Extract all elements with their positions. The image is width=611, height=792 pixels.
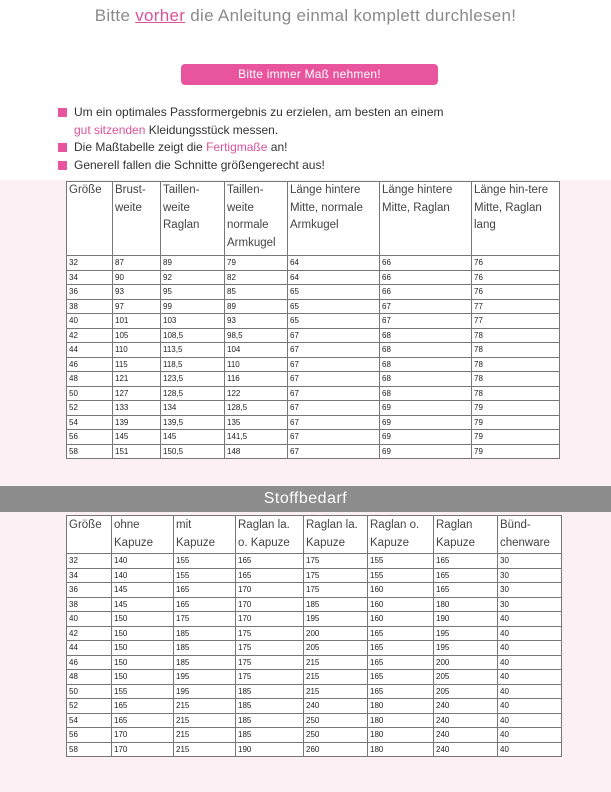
table-cell: 175 [236, 670, 304, 685]
table-cell: 77 [472, 314, 560, 329]
table-cell: 97 [113, 299, 161, 314]
table-cell: 151 [113, 444, 161, 459]
table-cell: 79 [472, 444, 560, 459]
table-cell: 67 [380, 299, 472, 314]
table-cell: 140 [112, 568, 174, 583]
table-cell: 101 [113, 314, 161, 329]
table-cell: 205 [304, 641, 368, 656]
table-cell: 52 [67, 401, 113, 416]
table-cell: 40 [67, 314, 113, 329]
table-cell: 205 [434, 670, 498, 685]
table-cell: 128,5 [225, 401, 288, 416]
table-cell: 240 [434, 728, 498, 743]
table-row [67, 357, 560, 372]
table-cell: 65 [288, 299, 380, 314]
table-cell: 46 [67, 357, 113, 372]
table-cell: 185 [174, 641, 236, 656]
table-cell: 105 [113, 328, 161, 343]
table-cell: 78 [472, 372, 560, 387]
table-cell: 48 [67, 372, 113, 387]
table-cell: 40 [498, 655, 562, 670]
table-cell: 155 [368, 568, 434, 583]
table-cell: 50 [67, 386, 113, 401]
table-cell: 195 [174, 684, 236, 699]
column-header: Länge hin-tere Mitte, Raglan lang [472, 182, 560, 256]
table-cell: 40 [498, 699, 562, 714]
table-cell: 140 [112, 554, 174, 569]
table-cell: 185 [174, 655, 236, 670]
table-cell: 175 [174, 612, 236, 627]
table-row [67, 256, 560, 271]
table-cell: 79 [472, 415, 560, 430]
table-cell: 76 [472, 270, 560, 285]
table-cell: 195 [434, 626, 498, 641]
table-cell: 67 [288, 430, 380, 445]
table-cell: 215 [174, 728, 236, 743]
table-cell: 67 [288, 372, 380, 387]
table-cell: 99 [161, 299, 225, 314]
table-cell: 180 [368, 699, 434, 714]
table-cell: 175 [304, 583, 368, 598]
table-cell: 165 [112, 699, 174, 714]
table-cell: 42 [67, 626, 112, 641]
table-row [67, 372, 560, 387]
table-cell: 190 [434, 612, 498, 627]
table-cell: 66 [380, 285, 472, 300]
table-cell: 165 [174, 583, 236, 598]
table-cell: 58 [67, 742, 112, 757]
table-cell: 79 [472, 401, 560, 416]
table-cell: 116 [225, 372, 288, 387]
table-cell: 150 [112, 612, 174, 627]
table-row [67, 386, 560, 401]
table-cell: 165 [368, 684, 434, 699]
table-cell: 67 [288, 328, 380, 343]
table-cell: 69 [380, 401, 472, 416]
table-cell: 40 [67, 612, 112, 627]
table-cell: 78 [472, 386, 560, 401]
table-cell: 110 [225, 357, 288, 372]
table-cell: 170 [112, 728, 174, 743]
table-row [67, 401, 560, 416]
table-cell: 133 [113, 401, 161, 416]
column-header: Taillen-weite Raglan [161, 182, 225, 256]
table-cell: 30 [498, 554, 562, 569]
table-cell: 118,5 [161, 357, 225, 372]
table-cell: 54 [67, 415, 113, 430]
table-cell: 165 [434, 568, 498, 583]
table-cell: 68 [380, 372, 472, 387]
instruction-list [58, 104, 598, 174]
table-cell: 104 [225, 343, 288, 358]
table-cell: 170 [236, 597, 304, 612]
table-cell: 175 [304, 554, 368, 569]
table-cell: 52 [67, 699, 112, 714]
table-cell: 250 [304, 713, 368, 728]
column-header: Raglan la. o. Kapuze [236, 516, 304, 554]
table-cell: 150,5 [161, 444, 225, 459]
table-cell: 165 [236, 568, 304, 583]
bullet-item: Um ein optimales Passformergebnis zu erzielen, am besten an einem gut sitzenden Kleidungsstück messen. [58, 104, 598, 139]
table-cell: 82 [225, 270, 288, 285]
table-cell: 65 [288, 285, 380, 300]
table-cell: 180 [368, 713, 434, 728]
column-header: Länge hintere Mitte, normale Armkugel [288, 182, 380, 256]
table-cell: 195 [434, 641, 498, 656]
table-cell: 78 [472, 343, 560, 358]
table-cell: 205 [434, 684, 498, 699]
table-cell: 38 [67, 299, 113, 314]
table-cell: 113,5 [161, 343, 225, 358]
table-cell: 160 [368, 597, 434, 612]
table-cell: 165 [174, 597, 236, 612]
table-cell: 34 [67, 270, 113, 285]
table-cell: 175 [236, 641, 304, 656]
table-cell: 79 [472, 430, 560, 445]
table-cell: 122 [225, 386, 288, 401]
table-cell: 127 [113, 386, 161, 401]
table-cell: 190 [236, 742, 304, 757]
table-row [67, 597, 562, 612]
table-cell: 85 [225, 285, 288, 300]
column-header: Taillen-weite normale Armkugel [225, 182, 288, 256]
column-header: Raglan la. Kapuze [304, 516, 368, 554]
table-row [67, 568, 562, 583]
measurement-table [66, 181, 560, 459]
table-cell: 195 [304, 612, 368, 627]
table-cell: 56 [67, 430, 113, 445]
table-cell: 185 [174, 626, 236, 641]
table-cell: 79 [225, 256, 288, 271]
table-row [67, 343, 560, 358]
table-cell: 89 [225, 299, 288, 314]
table-cell: 40 [498, 742, 562, 757]
table-row [67, 430, 560, 445]
table-cell: 67 [288, 357, 380, 372]
table-cell: 40 [498, 641, 562, 656]
table-cell: 65 [288, 314, 380, 329]
table-cell: 160 [368, 583, 434, 598]
table-cell: 260 [304, 742, 368, 757]
table-cell: 170 [236, 612, 304, 627]
table-cell: 44 [67, 641, 112, 656]
table-cell: 185 [304, 597, 368, 612]
table-cell: 150 [112, 655, 174, 670]
table-cell: 139,5 [161, 415, 225, 430]
table-cell: 215 [174, 713, 236, 728]
table-cell: 67 [288, 343, 380, 358]
table-cell: 165 [434, 554, 498, 569]
table-row [67, 684, 562, 699]
column-header: Raglan Kapuze [434, 516, 498, 554]
table-cell: 145 [113, 430, 161, 445]
table-cell: 250 [304, 728, 368, 743]
table-cell: 66 [380, 270, 472, 285]
table-cell: 139 [113, 415, 161, 430]
table-row [67, 415, 560, 430]
table-cell: 98,5 [225, 328, 288, 343]
table-cell: 115 [113, 357, 161, 372]
table-row [67, 583, 562, 598]
table-cell: 155 [112, 684, 174, 699]
table-cell: 185 [236, 699, 304, 714]
table-row [67, 742, 562, 757]
table-cell: 46 [67, 655, 112, 670]
pink-square-icon [58, 143, 67, 152]
table-row [67, 713, 562, 728]
table-cell: 155 [174, 554, 236, 569]
table-cell: 180 [368, 742, 434, 757]
table-cell: 48 [67, 670, 112, 685]
table-cell: 34 [67, 568, 112, 583]
table-cell: 68 [380, 343, 472, 358]
table-header-row [67, 182, 560, 256]
table-cell: 150 [112, 641, 174, 656]
table-row [67, 699, 562, 714]
table-cell: 240 [434, 713, 498, 728]
table-cell: 141,5 [225, 430, 288, 445]
table-cell: 68 [380, 328, 472, 343]
table-cell: 200 [304, 626, 368, 641]
table-row [67, 655, 562, 670]
table-row [67, 299, 560, 314]
column-header: Brust-weite [113, 182, 161, 256]
table-row [67, 641, 562, 656]
table-cell: 78 [472, 357, 560, 372]
table-cell: 155 [368, 554, 434, 569]
table-cell: 42 [67, 328, 113, 343]
table-cell: 165 [368, 670, 434, 685]
table-cell: 240 [434, 699, 498, 714]
table-cell: 215 [304, 670, 368, 685]
table-cell: 240 [304, 699, 368, 714]
table-cell: 56 [67, 728, 112, 743]
column-header: ohne Kapuze [112, 516, 174, 554]
table-row [67, 270, 560, 285]
table-cell: 69 [380, 444, 472, 459]
table-cell: 89 [161, 256, 225, 271]
table-cell: 38 [67, 597, 112, 612]
table-row [67, 670, 562, 685]
table-cell: 150 [112, 670, 174, 685]
table-cell: 93 [225, 314, 288, 329]
table-cell: 40 [498, 713, 562, 728]
measure-reminder-badge: Bitte immer Maß nehmen! [181, 64, 438, 85]
table-row [67, 444, 560, 459]
table-cell: 185 [236, 684, 304, 699]
table-cell: 240 [434, 742, 498, 757]
fabric-table [66, 515, 562, 757]
table-cell: 215 [304, 655, 368, 670]
table-cell: 67 [288, 444, 380, 459]
table-cell: 66 [380, 256, 472, 271]
table-cell: 69 [380, 430, 472, 445]
table-cell: 195 [174, 670, 236, 685]
column-header: mit Kapuze [174, 516, 236, 554]
table-cell: 40 [498, 684, 562, 699]
table-cell: 175 [304, 568, 368, 583]
table-cell: 165 [368, 641, 434, 656]
table-cell: 150 [112, 626, 174, 641]
pink-square-icon [58, 161, 67, 170]
table-cell: 93 [113, 285, 161, 300]
table-cell: 200 [434, 655, 498, 670]
table-cell: 92 [161, 270, 225, 285]
table-header-row [67, 516, 562, 554]
table-cell: 185 [236, 728, 304, 743]
page-headline: Bitte vorher die Anleitung einmal komplett durchlesen! [94, 6, 517, 25]
table-cell: 64 [288, 256, 380, 271]
table-cell: 40 [498, 626, 562, 641]
column-header: Bünd-chenware [498, 516, 562, 554]
table-cell: 69 [380, 415, 472, 430]
table-row [67, 314, 560, 329]
table-cell: 67 [288, 386, 380, 401]
headline-emphasis: vorher [135, 6, 186, 25]
table-cell: 123,5 [161, 372, 225, 387]
table-cell: 44 [67, 343, 113, 358]
table-cell: 87 [113, 256, 161, 271]
table-cell: 145 [112, 597, 174, 612]
table-row [67, 554, 562, 569]
bullet-item: Generell fallen die Schnitte größengerecht aus! [58, 157, 598, 175]
table-cell: 128,5 [161, 386, 225, 401]
table-cell: 90 [113, 270, 161, 285]
table-row [67, 285, 560, 300]
table-cell: 36 [67, 583, 112, 598]
table-row [67, 728, 562, 743]
table-cell: 155 [174, 568, 236, 583]
column-header: Größe [67, 516, 112, 554]
table-cell: 32 [67, 256, 113, 271]
table-cell: 40 [498, 728, 562, 743]
table-cell: 180 [434, 597, 498, 612]
table-cell: 215 [174, 699, 236, 714]
table-cell: 67 [288, 401, 380, 416]
table-cell: 40 [498, 670, 562, 685]
table-cell: 40 [498, 612, 562, 627]
table-cell: 68 [380, 357, 472, 372]
table-cell: 76 [472, 285, 560, 300]
table-cell: 76 [472, 256, 560, 271]
table-cell: 135 [225, 415, 288, 430]
table-cell: 175 [236, 655, 304, 670]
table-cell: 58 [67, 444, 113, 459]
table-cell: 54 [67, 713, 112, 728]
table-cell: 30 [498, 568, 562, 583]
table-cell: 67 [288, 415, 380, 430]
column-header: Größe [67, 182, 113, 256]
table-cell: 121 [113, 372, 161, 387]
table-cell: 170 [236, 583, 304, 598]
table-cell: 165 [368, 626, 434, 641]
table-cell: 175 [236, 626, 304, 641]
table-cell: 30 [498, 583, 562, 598]
table-cell: 165 [236, 554, 304, 569]
table-cell: 160 [368, 612, 434, 627]
table-row [67, 612, 562, 627]
table-row [67, 626, 562, 641]
table-cell: 165 [368, 655, 434, 670]
table-cell: 30 [498, 597, 562, 612]
table-cell: 77 [472, 299, 560, 314]
bullet-item: Die Maßtabelle zeigt die Fertigmaße an! [58, 139, 598, 157]
table-cell: 145 [161, 430, 225, 445]
table-cell: 67 [380, 314, 472, 329]
fabric-requirement-banner: Stoffbedarf [0, 486, 611, 512]
table-cell: 215 [174, 742, 236, 757]
table-cell: 36 [67, 285, 113, 300]
table-cell: 78 [472, 328, 560, 343]
table-cell: 134 [161, 401, 225, 416]
table-cell: 50 [67, 684, 112, 699]
table-cell: 165 [434, 583, 498, 598]
pink-square-icon [58, 108, 67, 117]
column-header: Länge hintere Mitte, Raglan [380, 182, 472, 256]
table-cell: 180 [368, 728, 434, 743]
table-cell: 32 [67, 554, 112, 569]
table-cell: 110 [113, 343, 161, 358]
table-cell: 165 [112, 713, 174, 728]
table-cell: 68 [380, 386, 472, 401]
table-cell: 148 [225, 444, 288, 459]
table-cell: 64 [288, 270, 380, 285]
table-cell: 103 [161, 314, 225, 329]
table-cell: 145 [112, 583, 174, 598]
table-row [67, 328, 560, 343]
table-cell: 185 [236, 713, 304, 728]
table-cell: 108,5 [161, 328, 225, 343]
table-cell: 170 [112, 742, 174, 757]
table-cell: 95 [161, 285, 225, 300]
table-cell: 215 [304, 684, 368, 699]
column-header: Raglan o. Kapuze [368, 516, 434, 554]
